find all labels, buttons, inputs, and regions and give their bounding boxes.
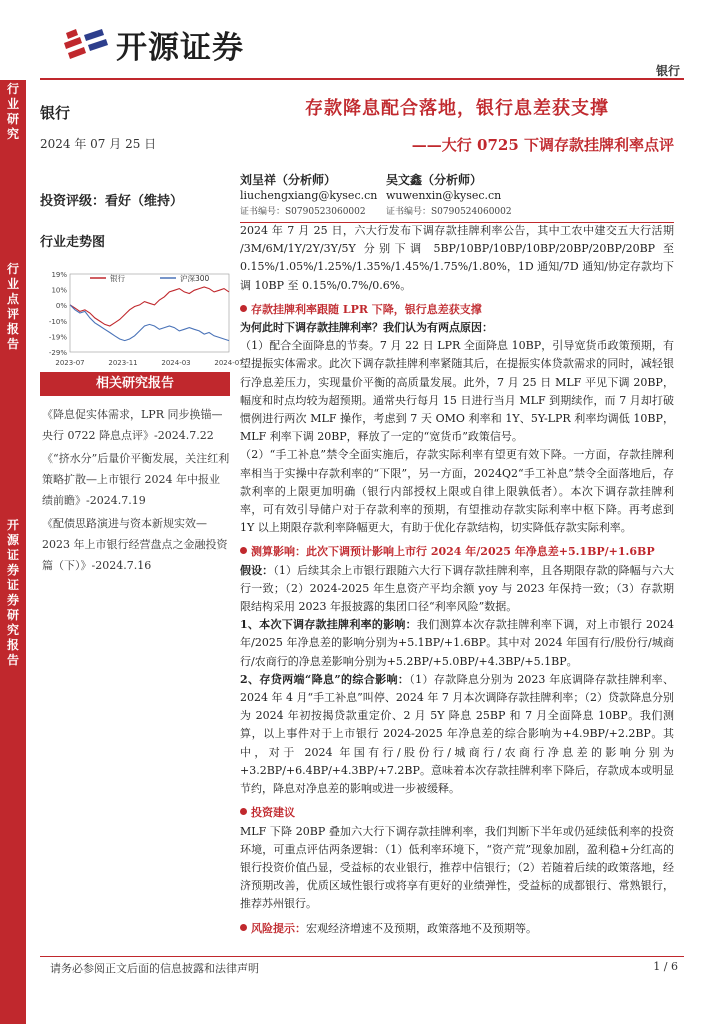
kysec-logo-icon: [62, 27, 108, 61]
analyst-name: 吴文鑫（分析师）: [386, 173, 483, 187]
risk-warning: 风险提示：宏观经济增速不及预期，政策落地不及预期等。: [240, 920, 674, 938]
section-heading: 存款挂牌利率跟随 LPR 下降，银行息差获支撑: [240, 301, 674, 319]
analyst-name: 刘呈祥（分析师）: [240, 173, 337, 187]
footer-rule: [40, 956, 684, 957]
strip-label-mid: 行业点评报告: [6, 262, 19, 351]
legend-label: 银行: [110, 274, 125, 283]
bullet-icon: [240, 547, 247, 554]
left-column: [40, 92, 244, 387]
industry-label: 银行: [40, 104, 71, 122]
bullet-icon: [240, 305, 247, 312]
trend-chart-svg: [40, 260, 244, 368]
related-report-link[interactable]: 《配债思路演进与资本新规实效—2023 年上市银行经营盘点之金融投资篇（下）》-2024.7.16: [42, 517, 228, 572]
legend-label: 沪深300: [180, 274, 210, 283]
analyst-card: [240, 172, 377, 220]
body-paragraph: （1）配合全面降息的节奏。7 月 22 日 LPR 全面降息 10BP，引导宽货币政策预期，有望提振实体需求。此次下调存款挂牌利率紧随其后，在提振实体贷款需求的同时，减轻银行净息差压力，实现量价平衡的高质量发展。此外，7 月 25 日 MLF 平见下调 20BP，幅度和时点均较为超预期。通常央行每月 15 日进行当月 MLF 到期续作，而 7 月却打破惯例进行两次 MLF 操作，考虑到 7 天 OMO 利率和 1Y、5Y-LPR 利率均调低 10BP，MLF 利率下调 20BP，释放了一定的“宽货币”政策信号。: [240, 339, 674, 444]
report-title: 存款降息配合落地，银行息差获支撑: [305, 98, 609, 119]
bullet-icon: [240, 924, 247, 931]
y-tick-label: -29%: [48, 349, 67, 357]
analyst-email[interactable]: liuchengxiang@kysec.cn: [240, 189, 378, 202]
analyst-card: [386, 172, 512, 220]
report-subtitle: ——大行 0725 下调存款挂牌利率点评: [411, 136, 674, 154]
report-heading: [240, 94, 674, 155]
y-tick-label: -19%: [48, 333, 67, 342]
chart-frame: [70, 274, 229, 352]
y-tick-label: 0%: [55, 302, 67, 311]
brand-logo: [62, 24, 244, 64]
strip-label-bottom: 开源证券 证券研究报告: [6, 518, 19, 667]
intro-paragraph: 2024 年 7 月 25 日，六大行发布下调存款挂牌利率公告，其中工农中建交五大行活期 /3M/6M/1Y/2Y/3Y/5Y 分别下调 5BP/10BP/10BP/10BP/20BP/20BP/20BP 至 0.15%/1.05%/1.25%/1.35%/1.45%/1.75%/1.80%，1D 通知/7D 通知/协定存款均下调 10BP 至 0.15%/0.7%/0.6%。: [240, 224, 674, 292]
y-tick-label: -10%: [48, 317, 67, 326]
section-heading: 投资建议: [240, 804, 674, 822]
x-tick-label: 2023-07: [55, 359, 85, 367]
report-body: [240, 222, 674, 938]
related-reports-list: [42, 404, 230, 578]
y-tick-label: 10%: [51, 286, 67, 295]
investment-rating: 投资评级：看好（维持）: [40, 194, 184, 209]
x-tick-label: 2024-03: [161, 359, 191, 367]
series-line: [70, 305, 229, 341]
related-report-link[interactable]: 《“挤水分”后量价平衡发展，关注红利策略扩散—上市银行 2024 年中报业绩前瞻》-2024.7.19: [42, 452, 230, 507]
footer-disclaimer: 请务必参阅正文后面的信息披露和法律声明: [50, 962, 259, 975]
related-reports-header: 相关研究报告: [40, 372, 230, 396]
trend-chart: [40, 260, 244, 368]
analyst-cert: 证书编号：S0790524060002: [386, 207, 512, 217]
series-line: [70, 287, 229, 326]
body-paragraph: 1、本次下调存款挂牌利率的影响：我们测算本次存款挂牌利率下调，对上市银行 2024 年/2025 年净息差的影响分别为+5.1BP/+1.6BP。其中对 2024 年国有行/股份行/城商行/农商行的净息差影响分别为+5.2BP/+5.0BP/+4.3BP/+5.1BP。: [240, 618, 674, 668]
analyst-email[interactable]: wuwenxin@kysec.cn: [386, 189, 502, 202]
body-paragraph: 假设：（1）后续其余上市银行跟随六大行下调存款挂牌利率，且各期限存款的降幅与六大行一致；（2）2024-2025 年生息资产平均余额 yoy 与 2023 年保持一致；（3）存款期限结构采用 2023 年报披露的集团口径“利率风险”数据。: [240, 563, 675, 614]
y-tick-label: 19%: [51, 271, 67, 279]
x-tick-label: 2024-07: [214, 359, 244, 367]
strip-label-top: 行业研究: [6, 82, 19, 141]
brand-name: 开源证券: [116, 29, 244, 66]
body-paragraph: （2）“手工补息”禁令全面实施后，存款实际利率有望更有效下降。一方面，存款挂牌利率相当于实操中存款利率的“下限”，另一方面，2024Q2“手工补息”禁令全面落地后，存款利率的上限更加明确（银行内部授权上限或自律上限孰低者）。本次下调存款挂牌利率，可有效引导储户对于存款利率的预期，有望推动存款实际利率中枢下降。再考虑到 1Y 以上期限存款利率降幅更大，有助于优化存款结构，切实降低存款实际利率。: [240, 448, 674, 535]
report-date: 2024 年 07 月 25 日: [40, 137, 157, 151]
x-tick-label: 2023-11: [108, 359, 138, 367]
section-heading: 测算影响：此次下调预计影响上市行 2024 年/2025 年净息差+5.1BP/+1.6BP: [240, 543, 674, 561]
section-question: 为何此时下调存款挂牌利率？我们认为有两点原因：: [240, 321, 493, 335]
body-paragraph: 2、存贷两端“降息”的综合影响：（1）存款降息分别为 2023 年底调降存款挂牌利率、2024 年 4 月“手工补息”叫停、2024 年 7 月本次调降存款挂牌利率；（2）贷款降息分别为 2024 年初按揭贷款重定价、2 月 5Y 降息 25BP 和 7 月全面降息 10BP。我们测算，以上事件对于上市银行 2024-2025 年净息差的综合影响为+4.9BP/+2.2BP。其中，对于 2024 年国有行/股份行/城商行/农商行净息差的影响分别为+3.2BP/+6.4BP/+4.3BP/+7.2BP。意味着本次存款挂牌利率下降后，存款成本或明显节约，降息对净息差的影响或进一步被缓释。: [240, 672, 675, 796]
header-category: 银行: [655, 64, 680, 78]
bullet-icon: [240, 808, 247, 815]
header-rule: [40, 78, 684, 80]
trend-title: 行业走势图: [40, 235, 106, 250]
body-paragraph: MLF 下降 20BP 叠加六大行下调存款挂牌利率，我们判断下半年或仍延续低利率的投资环境，可重点评估两条逻辑：（1）低利率环境下，“资产荒”现象加剧，盈利稳+分红高的银行投资价值凸显，受益标的农业银行，推荐中信银行；（2）若随着后续的政策落地，经济预期改善，优质区域性银行或将享有更好的业绩弹性，受益标的成都银行、常熟银行，推荐苏州银行。: [240, 824, 674, 911]
page-number: 1 / 6: [653, 960, 678, 973]
related-report-link[interactable]: 《降息促实体需求，LPR 同步换锚—央行 0722 降息点评》-2024.7.22: [42, 408, 223, 442]
analyst-cert: 证书编号：S0790523060002: [240, 207, 366, 217]
